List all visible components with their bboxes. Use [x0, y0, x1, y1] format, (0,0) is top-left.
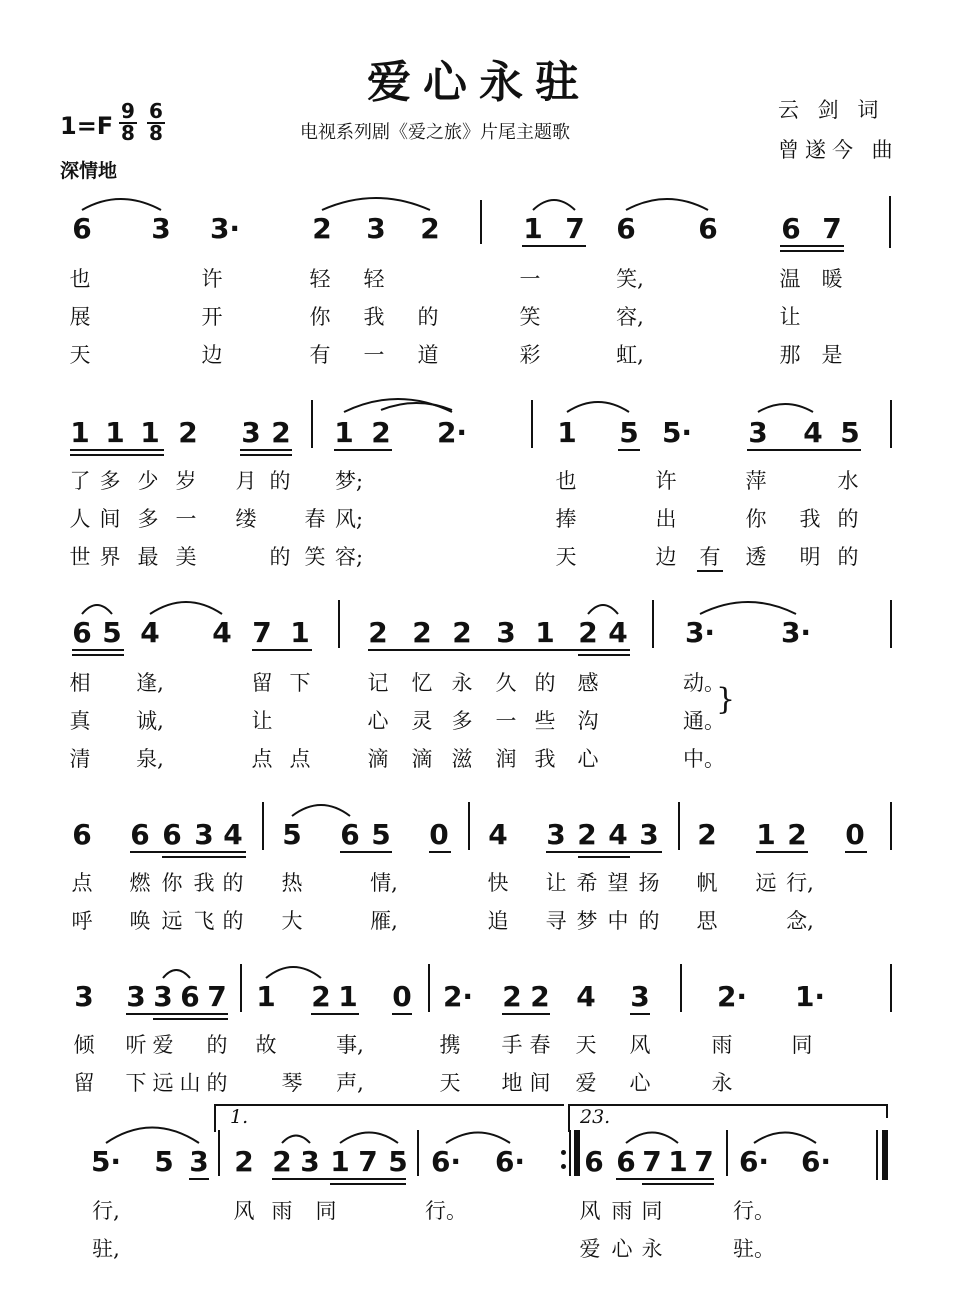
lyric: 故 — [255, 1033, 277, 1057]
lyric: 快 — [487, 871, 509, 895]
lyric: 一 — [519, 267, 541, 291]
lyric: 展 — [69, 305, 91, 329]
note: 7 — [642, 1145, 662, 1178]
lyric: 心 — [367, 709, 389, 733]
note: 7 — [694, 1145, 714, 1178]
note: 6 — [584, 1145, 604, 1178]
note: 2 — [272, 1145, 292, 1178]
lyric: 中 — [607, 909, 629, 933]
note: 4 — [212, 616, 232, 649]
lyric: 地 — [501, 1071, 523, 1095]
note: 1 — [338, 980, 358, 1013]
slur — [292, 805, 350, 816]
lyric: 透 — [745, 545, 767, 569]
lyric: 笑, — [616, 267, 644, 291]
slur — [150, 602, 222, 614]
note: 3 — [74, 980, 94, 1013]
slur — [340, 1133, 398, 1144]
lyric: 驻, — [92, 1237, 120, 1261]
lyric: 爱 — [575, 1071, 597, 1095]
lyric: 中。 — [683, 747, 725, 771]
note: 6· — [494, 1145, 526, 1178]
lyric: 的 — [837, 507, 859, 531]
note: 3 — [126, 980, 146, 1013]
lyric: 风 — [579, 1199, 601, 1223]
lyric: 风 — [629, 1033, 651, 1057]
lyric: 世 — [69, 545, 91, 569]
lyric: 大 — [281, 909, 303, 933]
lyric: 的 — [206, 1071, 228, 1095]
note: 5 — [154, 1145, 174, 1178]
note: 1 — [557, 416, 577, 449]
lyric: 听 — [125, 1033, 147, 1057]
lyric: 下 — [289, 671, 311, 695]
note: 0 — [429, 818, 449, 851]
note: 6 — [162, 818, 182, 851]
song-title: 爱心永驻 — [367, 57, 591, 108]
lyric: 水 — [837, 469, 859, 493]
time-sig-bottom: 8 — [149, 121, 163, 145]
lyric: 那 — [779, 343, 801, 367]
lyric: 寻 — [545, 909, 567, 933]
lyric: 同 — [791, 1033, 813, 1057]
lyric: 同 — [315, 1199, 337, 1223]
note: 5 — [619, 416, 639, 449]
slur — [381, 403, 452, 410]
note: 6 — [781, 212, 801, 245]
subtitle: 电视系列剧《爱之旅》片尾主题歌 — [300, 122, 570, 143]
lyric: 彩 — [519, 343, 541, 367]
lyric: 爱 — [152, 1033, 174, 1057]
lyric: 的 — [269, 469, 291, 493]
lyric: 月 — [235, 469, 257, 493]
lyric: 唤 — [129, 909, 151, 933]
lyric: 温 — [779, 267, 801, 291]
note: 5 — [840, 416, 860, 449]
lyric: 你 — [309, 305, 331, 329]
lyric: 心 — [629, 1071, 651, 1095]
lyric: 春 — [529, 1033, 551, 1057]
note: 2 — [452, 616, 472, 649]
lyric: 容; — [334, 545, 364, 569]
lyric: 春 — [304, 507, 326, 531]
note: 7 — [565, 212, 585, 245]
note: 1 — [140, 416, 160, 449]
lyric: 美 — [175, 545, 197, 569]
lyric: 捧 — [555, 507, 577, 531]
note: 2 — [412, 616, 432, 649]
lyric: 同 — [641, 1199, 663, 1223]
lyric: 远 — [755, 871, 777, 895]
note: 6 — [72, 818, 92, 851]
lyric: 多 — [99, 469, 121, 493]
lyric: 有 — [699, 545, 721, 569]
lyric: 相 — [69, 671, 91, 695]
note: 1 — [523, 212, 543, 245]
note: 5· — [661, 416, 693, 449]
slur — [82, 199, 161, 210]
lyric: 一 — [175, 507, 197, 531]
lyric: 的 — [222, 871, 244, 895]
lyric: 久 — [495, 671, 517, 695]
lyric: 风 — [233, 1199, 255, 1223]
lyric: 念, — [786, 909, 814, 933]
note: 6· — [738, 1145, 770, 1178]
lyric: 清 — [69, 747, 91, 771]
lyric: 多 — [137, 507, 159, 531]
note: 3 — [194, 818, 214, 851]
note: 1 — [668, 1145, 688, 1178]
lyric: 让 — [779, 305, 801, 329]
lyric: 的 — [417, 305, 439, 329]
lyric: 驻。 — [733, 1237, 775, 1261]
lyric: 诚, — [136, 709, 164, 733]
lyric: 让 — [251, 709, 273, 733]
note: 4 — [223, 818, 243, 851]
note: 6 — [180, 980, 200, 1013]
note: 2· — [716, 980, 748, 1013]
lyric: 逢, — [136, 671, 164, 695]
lyric: 真 — [69, 709, 91, 733]
note: 3 — [748, 416, 768, 449]
lyric: 留 — [251, 671, 273, 695]
time-sig-bottom: 8 — [121, 121, 135, 145]
note: 2 — [420, 212, 440, 245]
lyric: 许 — [655, 469, 677, 493]
note: 1 — [330, 1145, 350, 1178]
lyric: 追 — [487, 909, 509, 933]
lyric: 道 — [417, 343, 439, 367]
note: 2 — [371, 416, 391, 449]
slur — [163, 970, 190, 978]
lyric: 声, — [336, 1071, 364, 1095]
lyric: 间 — [529, 1071, 551, 1095]
note: 2 — [502, 980, 522, 1013]
slur — [266, 967, 321, 978]
note: 3· — [780, 616, 812, 649]
note: 3 — [300, 1145, 320, 1178]
lyric: 明 — [799, 545, 821, 569]
lyric: 轻 — [309, 267, 331, 291]
lyric: 永 — [711, 1071, 733, 1095]
lyric: 天 — [555, 545, 577, 569]
note: 1· — [794, 980, 826, 1013]
lyric: 容, — [616, 305, 644, 329]
lyric: 也 — [555, 469, 577, 493]
lyric: 边 — [655, 545, 677, 569]
note: 6 — [130, 818, 150, 851]
note: 1 — [256, 980, 276, 1013]
note: 4 — [488, 818, 508, 851]
lyric: 沟 — [577, 709, 599, 733]
lyric: 岁 — [175, 469, 197, 493]
lyric: 心 — [611, 1237, 633, 1261]
lyric: 有 — [309, 343, 331, 367]
note: 3 — [630, 980, 650, 1013]
lyric: 携 — [439, 1033, 461, 1057]
lyric: 热 — [281, 871, 303, 895]
lyric: 梦; — [334, 469, 364, 493]
lyric: 倾 — [73, 1033, 95, 1057]
lyric: 我 — [534, 747, 556, 771]
note: 2· — [442, 980, 474, 1013]
note: 1 — [334, 416, 354, 449]
lyric: 萍 — [745, 469, 767, 493]
lyric: 人 — [69, 507, 91, 531]
note: 4 — [608, 818, 628, 851]
lyric: 我 — [363, 305, 385, 329]
note: 2 — [530, 980, 550, 1013]
note: 2 — [368, 616, 388, 649]
lyric: 通。 — [683, 709, 725, 733]
note: 4 — [576, 980, 596, 1013]
lyric: 山 — [179, 1071, 201, 1095]
lyric: 滋 — [451, 747, 473, 771]
slur — [82, 605, 112, 614]
lyric: 间 — [99, 507, 121, 531]
note: 6· — [430, 1145, 462, 1178]
lyric: 永 — [641, 1237, 663, 1261]
note: 5· — [90, 1145, 122, 1178]
note: 3 — [189, 1145, 209, 1178]
note: 0 — [845, 818, 865, 851]
lyric: 留 — [73, 1071, 95, 1095]
note: 7 — [358, 1145, 378, 1178]
note: 7 — [207, 980, 227, 1013]
lyric: 雨 — [711, 1033, 733, 1057]
lyric: 笑 — [519, 305, 541, 329]
lyric: 飞 — [193, 909, 215, 933]
slur — [626, 199, 708, 210]
lyric: 滴 — [411, 747, 433, 771]
lyric: 动。 — [683, 671, 725, 695]
lyric: 希 — [576, 871, 598, 895]
lyric: 界 — [99, 545, 121, 569]
lyric: 望 — [607, 871, 629, 895]
note: 7 — [822, 212, 842, 245]
note: 0 — [392, 980, 412, 1013]
lyric: 远 — [161, 909, 183, 933]
note: 3 — [151, 212, 171, 245]
lyric: 感 — [577, 671, 599, 695]
lyric: 许 — [201, 267, 223, 291]
lyricist-credit: 云 剑 词 — [778, 98, 885, 122]
lyric: 一 — [363, 343, 385, 367]
lyric: 扬 — [638, 871, 660, 895]
lyric: 灵 — [411, 709, 433, 733]
note: 5 — [371, 818, 391, 851]
lyric: 开 — [201, 305, 223, 329]
lyric: 燃 — [129, 871, 151, 895]
lyric: 笑 — [304, 545, 326, 569]
note: 6 — [72, 616, 92, 649]
lyric: 一 — [495, 709, 517, 733]
note: 6· — [800, 1145, 832, 1178]
note: 1 — [756, 818, 776, 851]
note: 3 — [241, 416, 261, 449]
note: 1 — [70, 416, 90, 449]
slur — [567, 402, 629, 412]
note: 3 — [366, 212, 386, 245]
note: 2· — [436, 416, 468, 449]
lyric: 虹, — [616, 343, 644, 367]
note: 3 — [496, 616, 516, 649]
lyric: 出 — [655, 507, 677, 531]
time-sig-top: 6 — [149, 99, 163, 123]
lyric: 忆 — [411, 671, 433, 695]
lyric: 轻 — [363, 267, 385, 291]
lyric: 些 — [534, 709, 556, 733]
note: 6 — [72, 212, 92, 245]
lyric: 永 — [451, 671, 473, 695]
lyric: 泉, — [136, 747, 164, 771]
note: 5 — [102, 616, 122, 649]
note: 5 — [388, 1145, 408, 1178]
verse-brace: } — [716, 682, 736, 717]
slur — [626, 1133, 678, 1144]
note: 2 — [312, 212, 332, 245]
lyric: 你 — [161, 871, 183, 895]
lyric: 我 — [799, 507, 821, 531]
time-sig-top: 9 — [121, 99, 135, 123]
lyric: 行。 — [733, 1199, 775, 1223]
lyric: 的 — [837, 545, 859, 569]
volta-first-label: 1. — [230, 1106, 249, 1128]
slur — [282, 1136, 310, 1144]
lyric: 下 — [125, 1071, 147, 1095]
note: 2 — [271, 416, 291, 449]
lyric: 点 — [289, 747, 311, 771]
lyric: 点 — [71, 871, 93, 895]
lyric: 行, — [786, 871, 814, 895]
lyric: 了 — [69, 469, 91, 493]
lyric: 我 — [193, 871, 215, 895]
lyric: 点 — [251, 747, 273, 771]
lyric: 雨 — [271, 1199, 293, 1223]
tempo-marking: 深情地 — [60, 160, 118, 182]
lyric: 的 — [222, 909, 244, 933]
slur — [106, 1128, 199, 1144]
lyric: 天 — [575, 1033, 597, 1057]
lyric: 缕 — [235, 507, 257, 531]
lyric: 润 — [495, 747, 517, 771]
note: 3 — [153, 980, 173, 1013]
note: 3· — [684, 616, 716, 649]
note: 6 — [616, 212, 636, 245]
lyric: 情, — [370, 871, 398, 895]
note: 4 — [608, 616, 628, 649]
slur — [533, 200, 575, 210]
slur — [758, 404, 813, 412]
lyric: 呼 — [71, 909, 93, 933]
lyric: 行, — [92, 1199, 120, 1223]
lyric: 滴 — [367, 747, 389, 771]
lyric: 天 — [69, 343, 91, 367]
note: 1 — [290, 616, 310, 649]
note: 4 — [803, 416, 823, 449]
note: 1 — [535, 616, 555, 649]
lyric: 帆 — [696, 871, 718, 895]
lyric: 边 — [201, 343, 223, 367]
lyric: 爱 — [579, 1237, 601, 1261]
lyric: 让 — [545, 871, 567, 895]
lyric: 风; — [334, 507, 364, 531]
slur — [588, 605, 618, 614]
lyric: 也 — [69, 267, 91, 291]
lyric: 雁, — [370, 909, 398, 933]
lyric: 最 — [137, 545, 159, 569]
slur — [700, 602, 796, 614]
note: 3· — [209, 212, 241, 245]
note: 2 — [787, 818, 807, 851]
slur — [754, 1133, 816, 1144]
lyric: 行。 — [425, 1199, 467, 1223]
lyric: 雨 — [611, 1199, 633, 1223]
lyric: 记 — [367, 671, 389, 695]
lyric: 的 — [534, 671, 556, 695]
note: 2 — [697, 818, 717, 851]
note: 3 — [546, 818, 566, 851]
lyric: 心 — [577, 747, 599, 771]
lyric: 暖 — [821, 267, 843, 291]
note: 6 — [698, 212, 718, 245]
lyric: 你 — [745, 507, 767, 531]
lyric: 天 — [439, 1071, 461, 1095]
lyric: 梦 — [576, 909, 598, 933]
volta-second-label: 23. — [580, 1106, 611, 1128]
note: 2 — [577, 818, 597, 851]
lyric: 是 — [821, 343, 843, 367]
lyric: 的 — [269, 545, 291, 569]
note: 6 — [616, 1145, 636, 1178]
composer-credit: 曾遂今 曲 — [778, 138, 899, 162]
note: 4 — [140, 616, 160, 649]
note: 2 — [311, 980, 331, 1013]
lyric: 远 — [152, 1071, 174, 1095]
note: 2 — [178, 416, 198, 449]
lyric: 的 — [638, 909, 660, 933]
note: 3 — [639, 818, 659, 851]
note: 1 — [105, 416, 125, 449]
slur — [446, 1133, 510, 1144]
lyric: 少 — [137, 469, 159, 493]
lyric: 的 — [206, 1033, 228, 1057]
note: 5 — [282, 818, 302, 851]
note: 2 — [578, 616, 598, 649]
key-signature: 1=F — [60, 112, 114, 140]
note: 2 — [234, 1145, 254, 1178]
lyric: 琴 — [281, 1071, 303, 1095]
lyric: 多 — [451, 709, 473, 733]
lyric: 手 — [501, 1033, 523, 1057]
lyric: 事, — [336, 1033, 364, 1057]
note: 7 — [252, 616, 272, 649]
note: 6 — [340, 818, 360, 851]
slur — [322, 198, 430, 210]
lyric: 思 — [696, 909, 718, 933]
